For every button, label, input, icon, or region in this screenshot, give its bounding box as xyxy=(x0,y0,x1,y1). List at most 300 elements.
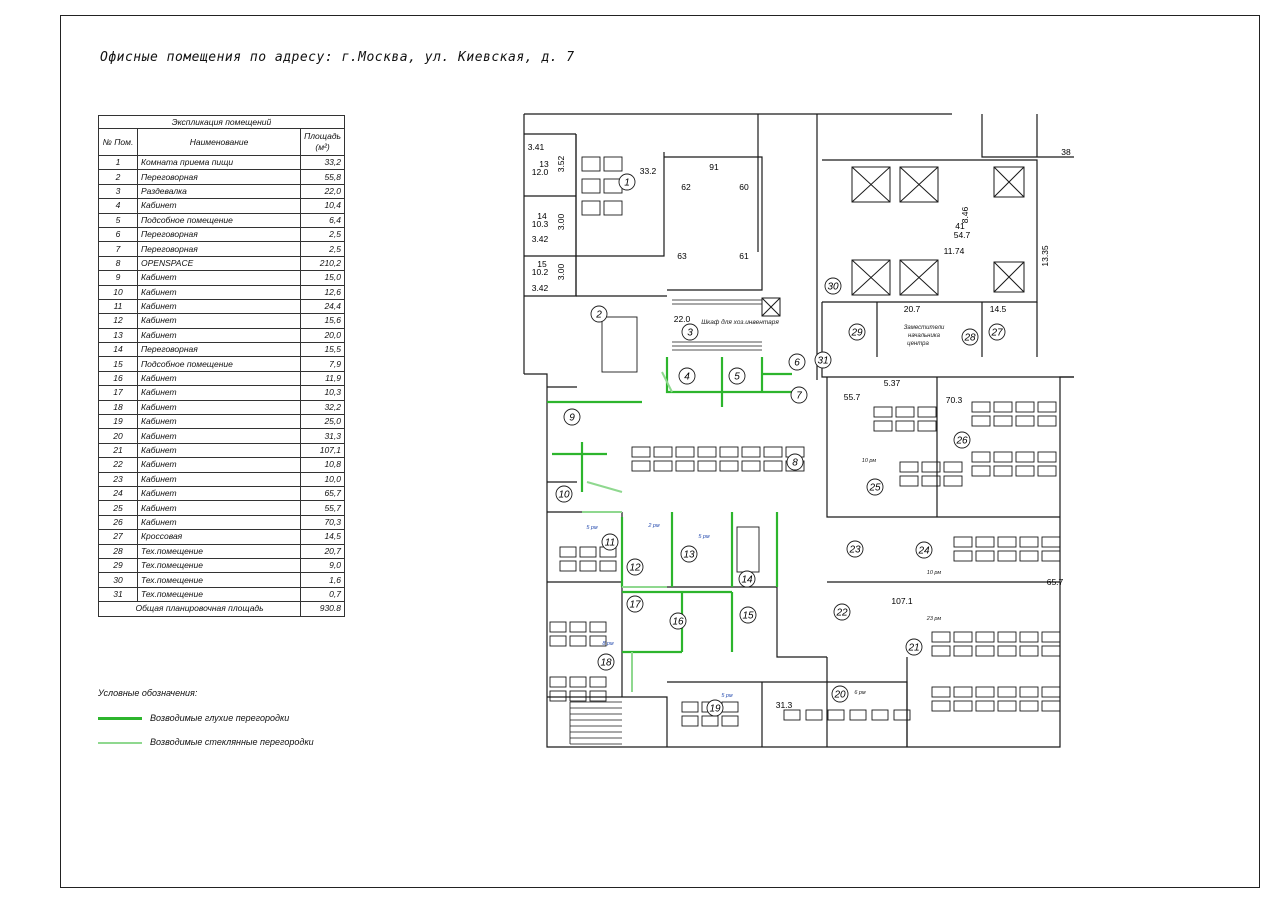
room-marker-8 xyxy=(787,454,803,470)
desk xyxy=(932,687,950,697)
desk xyxy=(1016,466,1034,476)
table-row xyxy=(99,184,345,198)
row-area: 0,7 xyxy=(301,587,345,601)
page-title: Офисные помещения по адресу: г.Москва, ул. Киевская, д. 7 xyxy=(100,50,575,65)
row-num: 18 xyxy=(99,400,138,414)
table-row xyxy=(99,314,345,328)
desk xyxy=(944,462,962,472)
room-marker-5 xyxy=(729,368,745,384)
desk xyxy=(698,447,716,457)
desk xyxy=(1020,632,1038,642)
room-marker-14 xyxy=(739,571,755,587)
row-num: 29 xyxy=(99,558,138,572)
row-name: Кабинет xyxy=(138,429,301,443)
room-marker-10 xyxy=(556,486,572,502)
desk xyxy=(954,687,972,697)
note-zam1: Заместители xyxy=(903,325,945,331)
row-area: 107,1 xyxy=(301,443,345,457)
desk xyxy=(1020,646,1038,656)
row-name: Подсобное помещение xyxy=(138,213,301,227)
dimension-d332: 33.2 xyxy=(639,166,657,176)
desk xyxy=(1020,537,1038,547)
room-marker-7 xyxy=(791,387,807,403)
room-marker-label: 23 xyxy=(849,544,861,556)
table-row xyxy=(99,429,345,443)
desk xyxy=(954,632,972,642)
desk xyxy=(582,201,600,215)
desk xyxy=(976,632,994,642)
room-marker-label: 31 xyxy=(817,355,829,367)
dimension-d547: 54.7 xyxy=(953,230,971,240)
room-marker-label: 9 xyxy=(569,412,575,424)
desk xyxy=(976,687,994,697)
table-row xyxy=(99,328,345,342)
dimension-d15: 15 xyxy=(537,259,547,269)
row-num: 20 xyxy=(99,429,138,443)
row-area: 15,0 xyxy=(301,271,345,285)
desk xyxy=(654,461,672,471)
row-name: Переговорная xyxy=(138,242,301,256)
row-num: 23 xyxy=(99,472,138,486)
desk xyxy=(764,461,782,471)
dimension-d103: 10.3 xyxy=(531,219,549,229)
row-name: Переговорная xyxy=(138,227,301,241)
table-row xyxy=(99,558,345,572)
row-area: 20,7 xyxy=(301,544,345,558)
row-area: 2,5 xyxy=(301,242,345,256)
desk xyxy=(570,677,586,687)
desk xyxy=(932,646,950,656)
row-num: 15 xyxy=(99,357,138,371)
room-marker-26 xyxy=(954,432,970,448)
room-marker-21 xyxy=(906,639,922,655)
room-marker-label: 6 xyxy=(794,357,800,369)
room-marker-9 xyxy=(564,409,580,425)
note-r18cap: 8 рм xyxy=(602,641,614,647)
desk xyxy=(1020,687,1038,697)
glass-partition-swatch xyxy=(98,742,142,744)
table-row xyxy=(99,515,345,529)
desk xyxy=(560,547,576,557)
row-area: 12,6 xyxy=(301,285,345,299)
desk xyxy=(806,710,822,720)
row-num: 2 xyxy=(99,170,138,184)
dimension-d300b: 3.00 xyxy=(556,263,566,281)
desk xyxy=(550,636,566,646)
desk xyxy=(972,416,990,426)
row-name: Тех.помещение xyxy=(138,573,301,587)
room-marker-label: 12 xyxy=(629,562,641,574)
row-name: Кабинет xyxy=(138,299,301,313)
room-marker-16 xyxy=(670,613,686,629)
desk xyxy=(998,687,1016,697)
row-name: Подсобное помещение xyxy=(138,357,301,371)
room-marker-label: 1 xyxy=(624,177,630,189)
dimension-d60: 60 xyxy=(739,182,749,192)
row-name: Кабинет xyxy=(138,314,301,328)
dimension-d313: 31.3 xyxy=(775,700,793,710)
row-num: 25 xyxy=(99,501,138,515)
note-zam2: начальника xyxy=(908,333,940,339)
desk xyxy=(976,646,994,656)
desk xyxy=(580,561,596,571)
row-name: Переговорная xyxy=(138,170,301,184)
legend-solid-label: Возводимые глухие перегородки xyxy=(150,713,290,723)
legend-glass-label: Возводимые стеклянные перегородки xyxy=(150,737,314,747)
row-name: Кабинет xyxy=(138,515,301,529)
room-marker-label: 26 xyxy=(956,435,968,447)
room-marker-label: 27 xyxy=(991,327,1003,339)
dimension-d703: 70.3 xyxy=(945,395,963,405)
desk xyxy=(1038,402,1056,412)
row-area: 22,0 xyxy=(301,184,345,198)
legend-glass xyxy=(98,737,314,747)
row-area: 15,6 xyxy=(301,314,345,328)
row-num: 28 xyxy=(99,544,138,558)
row-num: 11 xyxy=(99,299,138,313)
table-row xyxy=(99,271,345,285)
row-area: 15,5 xyxy=(301,343,345,357)
desk xyxy=(632,461,650,471)
row-num: 1 xyxy=(99,156,138,170)
dimension-d1174: 11.74 xyxy=(943,246,965,256)
row-num: 4 xyxy=(99,199,138,213)
row-area: 2,5 xyxy=(301,227,345,241)
room-marker-28 xyxy=(962,329,978,345)
desk xyxy=(1042,551,1060,561)
dimension-d846: 8.46 xyxy=(960,206,970,224)
row-name: Кабинет xyxy=(138,199,301,213)
desk xyxy=(874,407,892,417)
row-num: 8 xyxy=(99,256,138,270)
note-r24cap: 10 рм xyxy=(926,570,942,576)
floor-plan xyxy=(522,112,1074,752)
row-area: 7,9 xyxy=(301,357,345,371)
desk-groups xyxy=(550,157,1060,726)
dimension-d300a: 3.00 xyxy=(556,213,566,231)
desk xyxy=(604,201,622,215)
room-marker-29 xyxy=(849,324,865,340)
row-area: 65,7 xyxy=(301,486,345,500)
room-marker-label: 20 xyxy=(834,689,846,701)
room-markers xyxy=(556,174,1005,716)
table-row xyxy=(99,530,345,544)
row-name: Кабинет xyxy=(138,486,301,500)
dimension-d102: 10.2 xyxy=(531,267,549,277)
desk xyxy=(722,716,738,726)
table-row xyxy=(99,227,345,241)
desk xyxy=(1038,452,1056,462)
row-area: 33,2 xyxy=(301,156,345,170)
table-row xyxy=(99,256,345,270)
row-num: 9 xyxy=(99,271,138,285)
row-num: 6 xyxy=(99,227,138,241)
glass-partitions xyxy=(582,372,672,692)
note-r21cap: 23 рм xyxy=(926,616,942,622)
desk xyxy=(972,452,990,462)
desk xyxy=(582,157,600,171)
room-marker-17 xyxy=(627,596,643,612)
room-marker-label: 11 xyxy=(604,537,616,549)
desk xyxy=(632,447,650,457)
table-row xyxy=(99,486,345,500)
row-name: Кабинет xyxy=(138,501,301,515)
desk xyxy=(682,702,698,712)
row-name: Кабинет xyxy=(138,271,301,285)
dimension-d342a: 3.42 xyxy=(531,234,549,244)
row-name: Кабинет xyxy=(138,415,301,429)
desk xyxy=(994,402,1012,412)
room-marker-18 xyxy=(598,654,614,670)
desk xyxy=(580,547,596,557)
desk xyxy=(550,622,566,632)
table-row xyxy=(99,285,345,299)
row-area: 31,3 xyxy=(301,429,345,443)
elevator-shafts xyxy=(762,167,1024,316)
room-marker-2 xyxy=(591,306,607,322)
room-marker-6 xyxy=(789,354,805,370)
desk xyxy=(720,447,738,457)
desk xyxy=(954,646,972,656)
table-caption: Экспликация помещений xyxy=(99,116,345,129)
row-num: 14 xyxy=(99,343,138,357)
dimension-d1071: 107.1 xyxy=(891,596,913,606)
desk xyxy=(590,622,606,632)
table-row xyxy=(99,343,345,357)
desk xyxy=(954,551,972,561)
row-area: 210,2 xyxy=(301,256,345,270)
desk xyxy=(994,466,1012,476)
row-num: 30 xyxy=(99,573,138,587)
desk xyxy=(918,421,936,431)
room-marker-31 xyxy=(815,352,831,368)
room-marker-11 xyxy=(602,534,618,550)
header-name: Наименование xyxy=(138,129,301,156)
desk xyxy=(737,527,759,572)
note-r12cap: 2 рм xyxy=(648,523,660,529)
room-marker-label: 24 xyxy=(918,545,930,557)
dimension-d14: 14 xyxy=(537,211,547,221)
room-marker-label: 2 xyxy=(596,309,602,321)
plan-walls xyxy=(524,114,1074,747)
dimension-d220: 22.0 xyxy=(673,314,691,324)
room-marker-label: 3 xyxy=(687,327,693,339)
row-name: Тех.помещение xyxy=(138,558,301,572)
desk xyxy=(1016,452,1034,462)
row-name: Переговорная xyxy=(138,343,301,357)
table-row xyxy=(99,587,345,601)
table-row xyxy=(99,386,345,400)
note-r25cap: 10 рм xyxy=(861,458,877,464)
row-area: 11,9 xyxy=(301,371,345,385)
plan-notes xyxy=(586,318,945,699)
room-marker-label: 8 xyxy=(792,457,798,469)
row-area: 6,4 xyxy=(301,213,345,227)
desk xyxy=(582,179,600,193)
desk xyxy=(932,701,950,711)
desk xyxy=(998,551,1016,561)
table-row xyxy=(99,170,345,184)
dimension-d41: 41 xyxy=(955,221,965,231)
dimension-d352: 3.52 xyxy=(556,155,566,173)
desk xyxy=(1038,416,1056,426)
row-num: 24 xyxy=(99,486,138,500)
row-num: 27 xyxy=(99,530,138,544)
room-marker-4 xyxy=(679,368,695,384)
row-name: Кабинет xyxy=(138,443,301,457)
desk xyxy=(1020,551,1038,561)
room-marker-3 xyxy=(682,324,698,340)
table-row xyxy=(99,501,345,515)
desk xyxy=(604,157,622,171)
desk xyxy=(1042,646,1060,656)
room-marker-label: 25 xyxy=(869,482,881,494)
desk xyxy=(560,561,576,571)
row-num: 22 xyxy=(99,458,138,472)
desk xyxy=(590,691,606,701)
desk xyxy=(722,702,738,712)
desk xyxy=(998,632,1016,642)
dimension-d207: 20.7 xyxy=(903,304,921,314)
desk xyxy=(676,447,694,457)
row-num: 21 xyxy=(99,443,138,457)
row-num: 16 xyxy=(99,371,138,385)
room-marker-label: 22 xyxy=(836,607,848,619)
desk xyxy=(944,476,962,486)
note-r20cap: 6 рм xyxy=(854,690,866,696)
dimension-d61: 61 xyxy=(739,251,749,261)
desk xyxy=(994,452,1012,462)
table-row xyxy=(99,357,345,371)
desk xyxy=(998,701,1016,711)
table-row xyxy=(99,458,345,472)
table-row xyxy=(99,443,345,457)
desk xyxy=(654,447,672,457)
desk xyxy=(1042,632,1060,642)
row-area: 25,0 xyxy=(301,415,345,429)
row-area: 1,6 xyxy=(301,573,345,587)
desk xyxy=(1016,416,1034,426)
total-value: 930.8 xyxy=(301,602,345,616)
dimension-d657: 65.7 xyxy=(1046,577,1064,587)
room-marker-label: 14 xyxy=(741,574,753,586)
room-marker-13 xyxy=(681,546,697,562)
room-marker-label: 30 xyxy=(827,281,839,293)
row-name: Кабинет xyxy=(138,458,301,472)
row-name: Кабинет xyxy=(138,285,301,299)
desk xyxy=(602,317,637,372)
note-r19cap: 5 рм xyxy=(721,693,733,699)
desk xyxy=(998,646,1016,656)
table-row xyxy=(99,213,345,227)
row-area: 70,3 xyxy=(301,515,345,529)
desk xyxy=(998,537,1016,547)
note-shkaf: Шкаф для хоз.инвентаря xyxy=(701,319,779,326)
room-marker-label: 17 xyxy=(629,599,641,611)
desk xyxy=(954,537,972,547)
desk xyxy=(550,677,566,687)
desk xyxy=(932,632,950,642)
header-num: № Пом. xyxy=(99,129,138,156)
desk xyxy=(976,551,994,561)
desk xyxy=(742,447,760,457)
table-row xyxy=(99,544,345,558)
table-row xyxy=(99,573,345,587)
desk xyxy=(550,691,566,701)
desk xyxy=(682,716,698,726)
desk xyxy=(1042,701,1060,711)
row-area: 55,7 xyxy=(301,501,345,515)
header-area: Площадь (м²) xyxy=(301,129,345,156)
row-num: 26 xyxy=(99,515,138,529)
note-r13cap: 5 рм xyxy=(698,534,710,540)
room-marker-label: 10 xyxy=(558,489,570,501)
room-marker-label: 18 xyxy=(600,657,612,669)
row-area: 9,0 xyxy=(301,558,345,572)
room-marker-label: 16 xyxy=(672,616,684,628)
desk xyxy=(900,462,918,472)
desk xyxy=(918,407,936,417)
row-num: 10 xyxy=(99,285,138,299)
row-name: Тех.помещение xyxy=(138,587,301,601)
table-row xyxy=(99,242,345,256)
desk xyxy=(850,710,866,720)
room-marker-1 xyxy=(619,174,635,190)
row-num: 5 xyxy=(99,213,138,227)
row-num: 12 xyxy=(99,314,138,328)
room-marker-12 xyxy=(627,559,643,575)
desk xyxy=(994,416,1012,426)
explication-table xyxy=(98,115,345,617)
table-row xyxy=(99,371,345,385)
row-num: 13 xyxy=(99,328,138,342)
table-row xyxy=(99,415,345,429)
room-marker-23 xyxy=(847,541,863,557)
desk xyxy=(874,421,892,431)
dimension-d145: 14.5 xyxy=(989,304,1007,314)
row-area: 24,4 xyxy=(301,299,345,313)
row-name: Кабинет xyxy=(138,472,301,486)
table-row xyxy=(99,156,345,170)
row-num: 3 xyxy=(99,184,138,198)
row-num: 7 xyxy=(99,242,138,256)
room-marker-label: 29 xyxy=(851,327,863,339)
legend-solid xyxy=(98,713,289,723)
room-marker-label: 28 xyxy=(964,332,976,344)
room-marker-20 xyxy=(832,686,848,702)
row-area: 10,3 xyxy=(301,386,345,400)
row-name: Кабинет xyxy=(138,386,301,400)
note-r11cap: 5 рм xyxy=(586,525,598,531)
row-num: 17 xyxy=(99,386,138,400)
desk xyxy=(764,447,782,457)
dimension-d1335: 13.35 xyxy=(1040,245,1050,267)
solid-partition-swatch xyxy=(98,717,142,720)
desk xyxy=(702,716,718,726)
room-marker-24 xyxy=(916,542,932,558)
desk xyxy=(570,691,586,701)
solid-partitions xyxy=(547,357,792,652)
desk xyxy=(976,537,994,547)
room-marker-30 xyxy=(825,278,841,294)
row-area: 32,2 xyxy=(301,400,345,414)
room-marker-25 xyxy=(867,479,883,495)
dimension-d557: 55.7 xyxy=(843,392,861,402)
desk xyxy=(784,710,800,720)
desk xyxy=(828,710,844,720)
dimension-d62: 62 xyxy=(681,182,691,192)
room-marker-label: 7 xyxy=(796,390,802,402)
